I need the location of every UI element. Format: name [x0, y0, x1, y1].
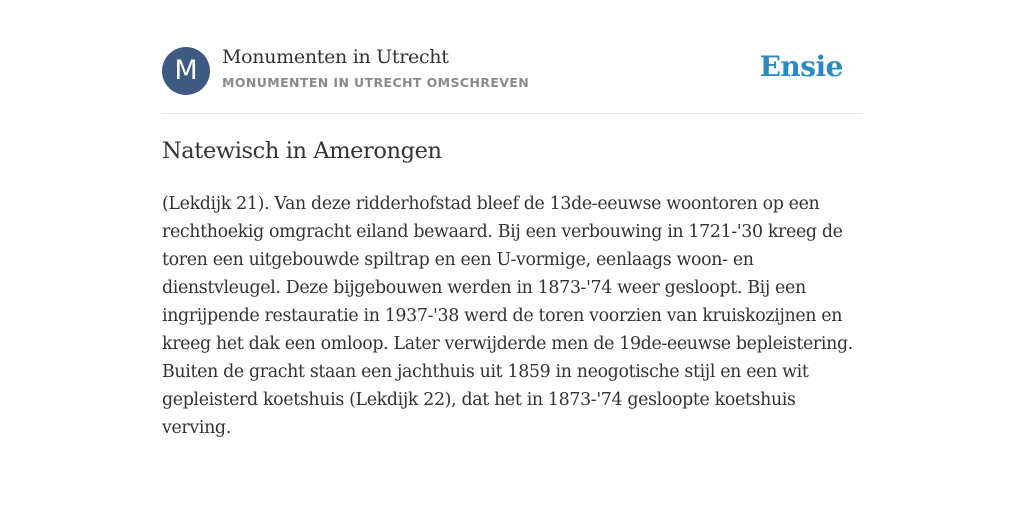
ensie-logo-link[interactable]: Ensie — [759, 50, 843, 83]
article-body: (Lekdijk 21). Van deze ridderhofstad bleef de 13de-eeuwse woontoren op een rechthoekig omgracht eiland bewaard. Bij een verbouwing in 1721-'30 kreeg de toren een uitgebouwde spiltrap en een U-vormige, eenlaags woon- en dienstvleugel. Deze bijgebouwen werden in 1873-'74 weer gesloopt. Bij een ingrijpende restauratie in 1937-'38 werd de toren voorzien van kruiskozijnen en kreeg het dak een omloop. Later verwijderde men de 19de-eeuwse bepleistering. Buiten de gracht staan een jachthuis uit 1859 in neogotische stijl en een wit gepleisterd koetshuis (Lekdijk 22), dat het in 1873-'74 gesloopte koetshuis verving. — [162, 194, 853, 438]
avatar[interactable]: M — [162, 47, 210, 95]
header-divider — [162, 113, 862, 114]
site-title-link[interactable]: Monumenten in Utrecht — [222, 46, 449, 68]
header — [162, 46, 862, 96]
article-title: Natewisch in Amerongen — [162, 138, 442, 164]
site-subtitle: MONUMENTEN IN UTRECHT OMSCHREVEN — [222, 75, 530, 90]
